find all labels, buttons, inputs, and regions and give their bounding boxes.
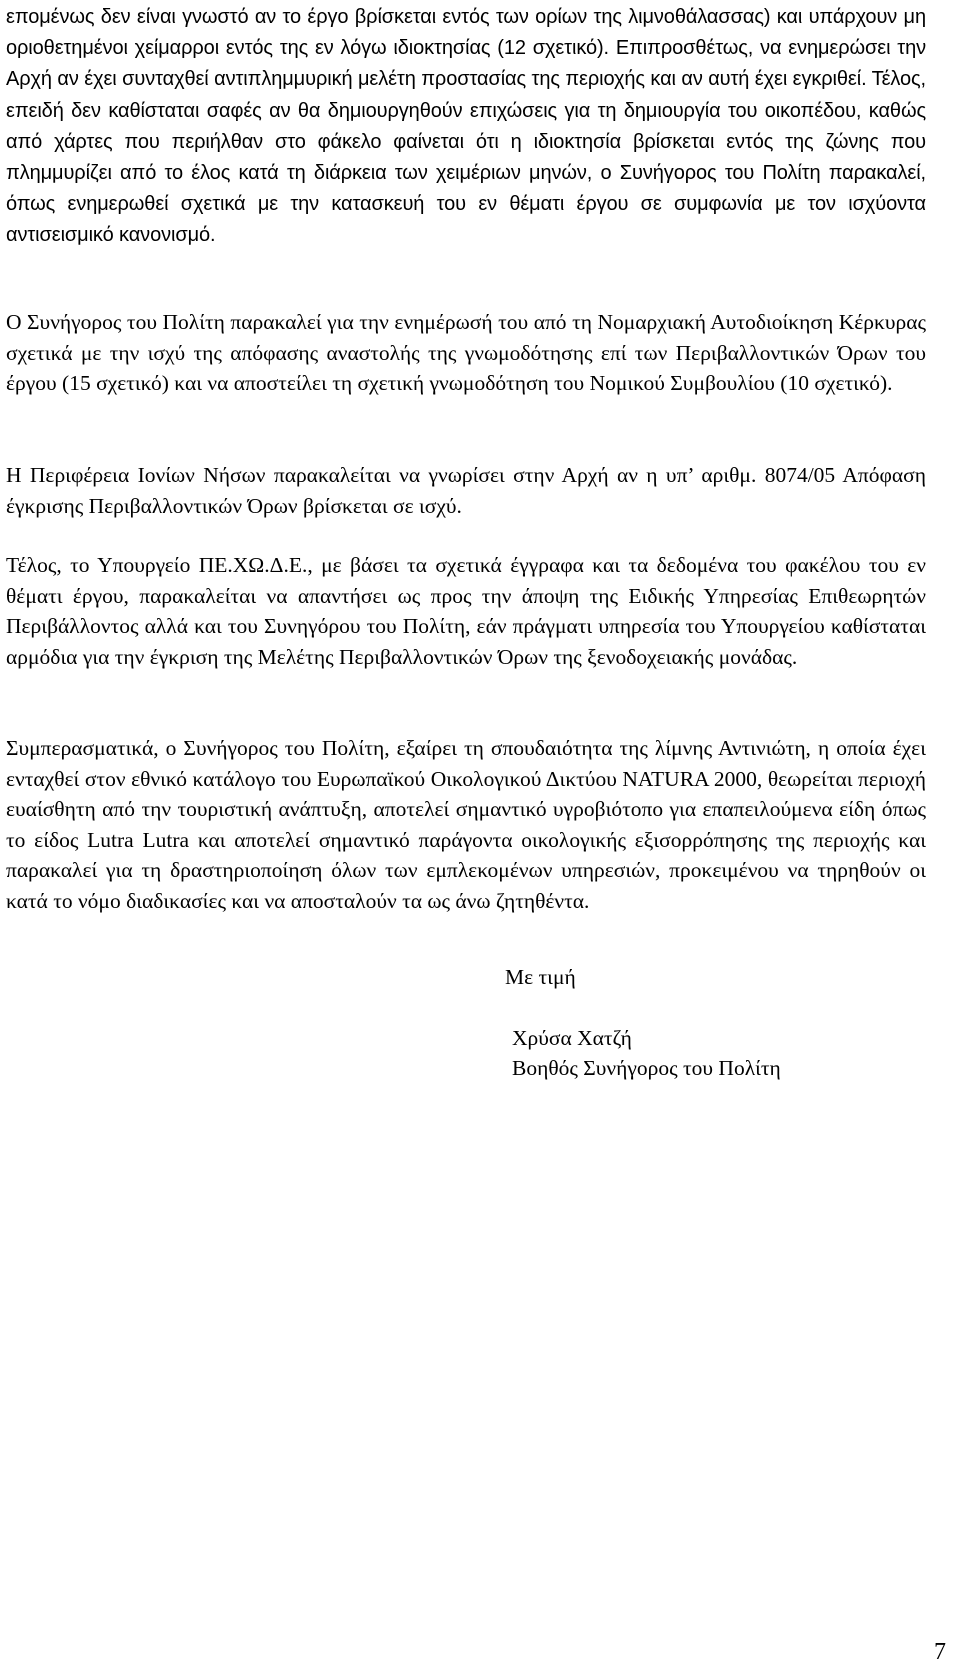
paragraph-region-request: Η Περιφέρεια Ιονίων Νήσων παρακαλείται να γνωρίσει στην Αρχή αν η υπ’ αριθμ. 8074/05 Απόφαση έγκρισης Περιβαλλοντικών Όρων βρίσκεται σε ισχύ. <box>6 463 926 518</box>
signatory-title: Βοηθός Συνήγορος του Πολίτη <box>512 1056 781 1080</box>
paragraph-flood-study: επομένως δεν είναι γνωστό αν το έργο βρίσκεται εντός των ορίων της λιμνοθάλασσας) και υπάρχουν μη οριοθετημένοι χείμαρροι εντός της εν λόγω ιδιοκτησίας (12 σχετικό). Επιπροσθέτως, να ενημερώσει την Αρχή αν έχει συνταχθεί αντιπλημμυρική μελέτη προστασίας της περιοχής και αν αυτή έχει εγκριθεί. Τέλος, επειδή δεν καθίσταται σαφές αν θα δημιουργηθούν επιχώσεις για τη δημιουργία του οικοπέδου, καθώς από χάρτες που περιήλθαν στο φάκελο φαίνεται ότι η ιδιοκτησία βρίσκεται εντός της ζώνης που πλημμυρίζει από το έλος κατά τη διάρκεια των χειμέριων μηνών, ο Συνήγορος του Πολίτη παρακαλεί, όπως ενημερωθεί σχετικά με την κατασκευή του εν θέματι έργου σε συμφωνία με τον ισχύοντα αντισεισμικό κανονισμό. <box>6 6 926 247</box>
signatory-name: Χρύσα Χατζή <box>512 1026 632 1050</box>
paragraph-conclusion: Συμπερασματικά, ο Συνήγορος του Πολίτη, εξαίρει τη σπουδαιότητα της λίμνης Αντινιώτη, η οποία έχει ενταχθεί στον εθνικό κατάλογο του Ευρωπαϊκού Οικολογικού Δικτύου NATURA 2000, θεωρείται περιοχή ευαίσθητη από την τουριστική ανάπτυξη, αποτελεί σημαντικό υγροβιότοπο για επαπειλούμενα είδη όπως το είδος Lutra Lutra και αποτελεί σημαντικό παράγοντα οικολογικής εξισορρόπησης της περιοχής και παρακαλεί για τη δραστηριοποίηση όλων των εμπλεκομένων υπηρεσιών, προκειμένου να τηρηθούν οι κατά το νόμο διαδικασίες και να αποσταλούν τα ως άνω ζητηθέντα. <box>6 736 926 913</box>
paragraph-prefecture-request: Ο Συνήγορος του Πολίτη παρακαλεί για την ενημέρωσή του από τη Νομαρχιακή Αυτοδιοίκηση Κέρκυρας σχετικά με την ισχύ της απόφασης αναστολής της γνωμοδότησης επί των Περιβαλλοντικών Όρων του έργου (15 σχετικό) και να αποστείλει τη σχετική γνωμοδότηση του Νομικού Συμβουλίου (10 σχετικό). <box>6 310 926 396</box>
closing-salutation: Με τιμή <box>505 965 576 989</box>
page-number: 7 <box>934 1639 946 1665</box>
paragraph-ministry-request: Τέλος, το Υπουργείο ΠΕ.ΧΩ.Δ.Ε., με βάσει τα σχετικά έγγραφα και τα δεδομένα του φακέλου του εν θέματι έργου, παρακαλείται να απαντήσει ως προς την άποψη της Ειδικής Υπηρεσίας Επιθεωρητών Περιβάλλοντος αλλά και του Συνηγόρου του Πολίτη, εάν πράγματι υπηρεσία του Υπουργείου καθίσταται αρμόδια για την έγκριση της Μελέτης Περιβαλλοντικών Όρων της ξενοδοχειακής μονάδας. <box>6 553 926 669</box>
